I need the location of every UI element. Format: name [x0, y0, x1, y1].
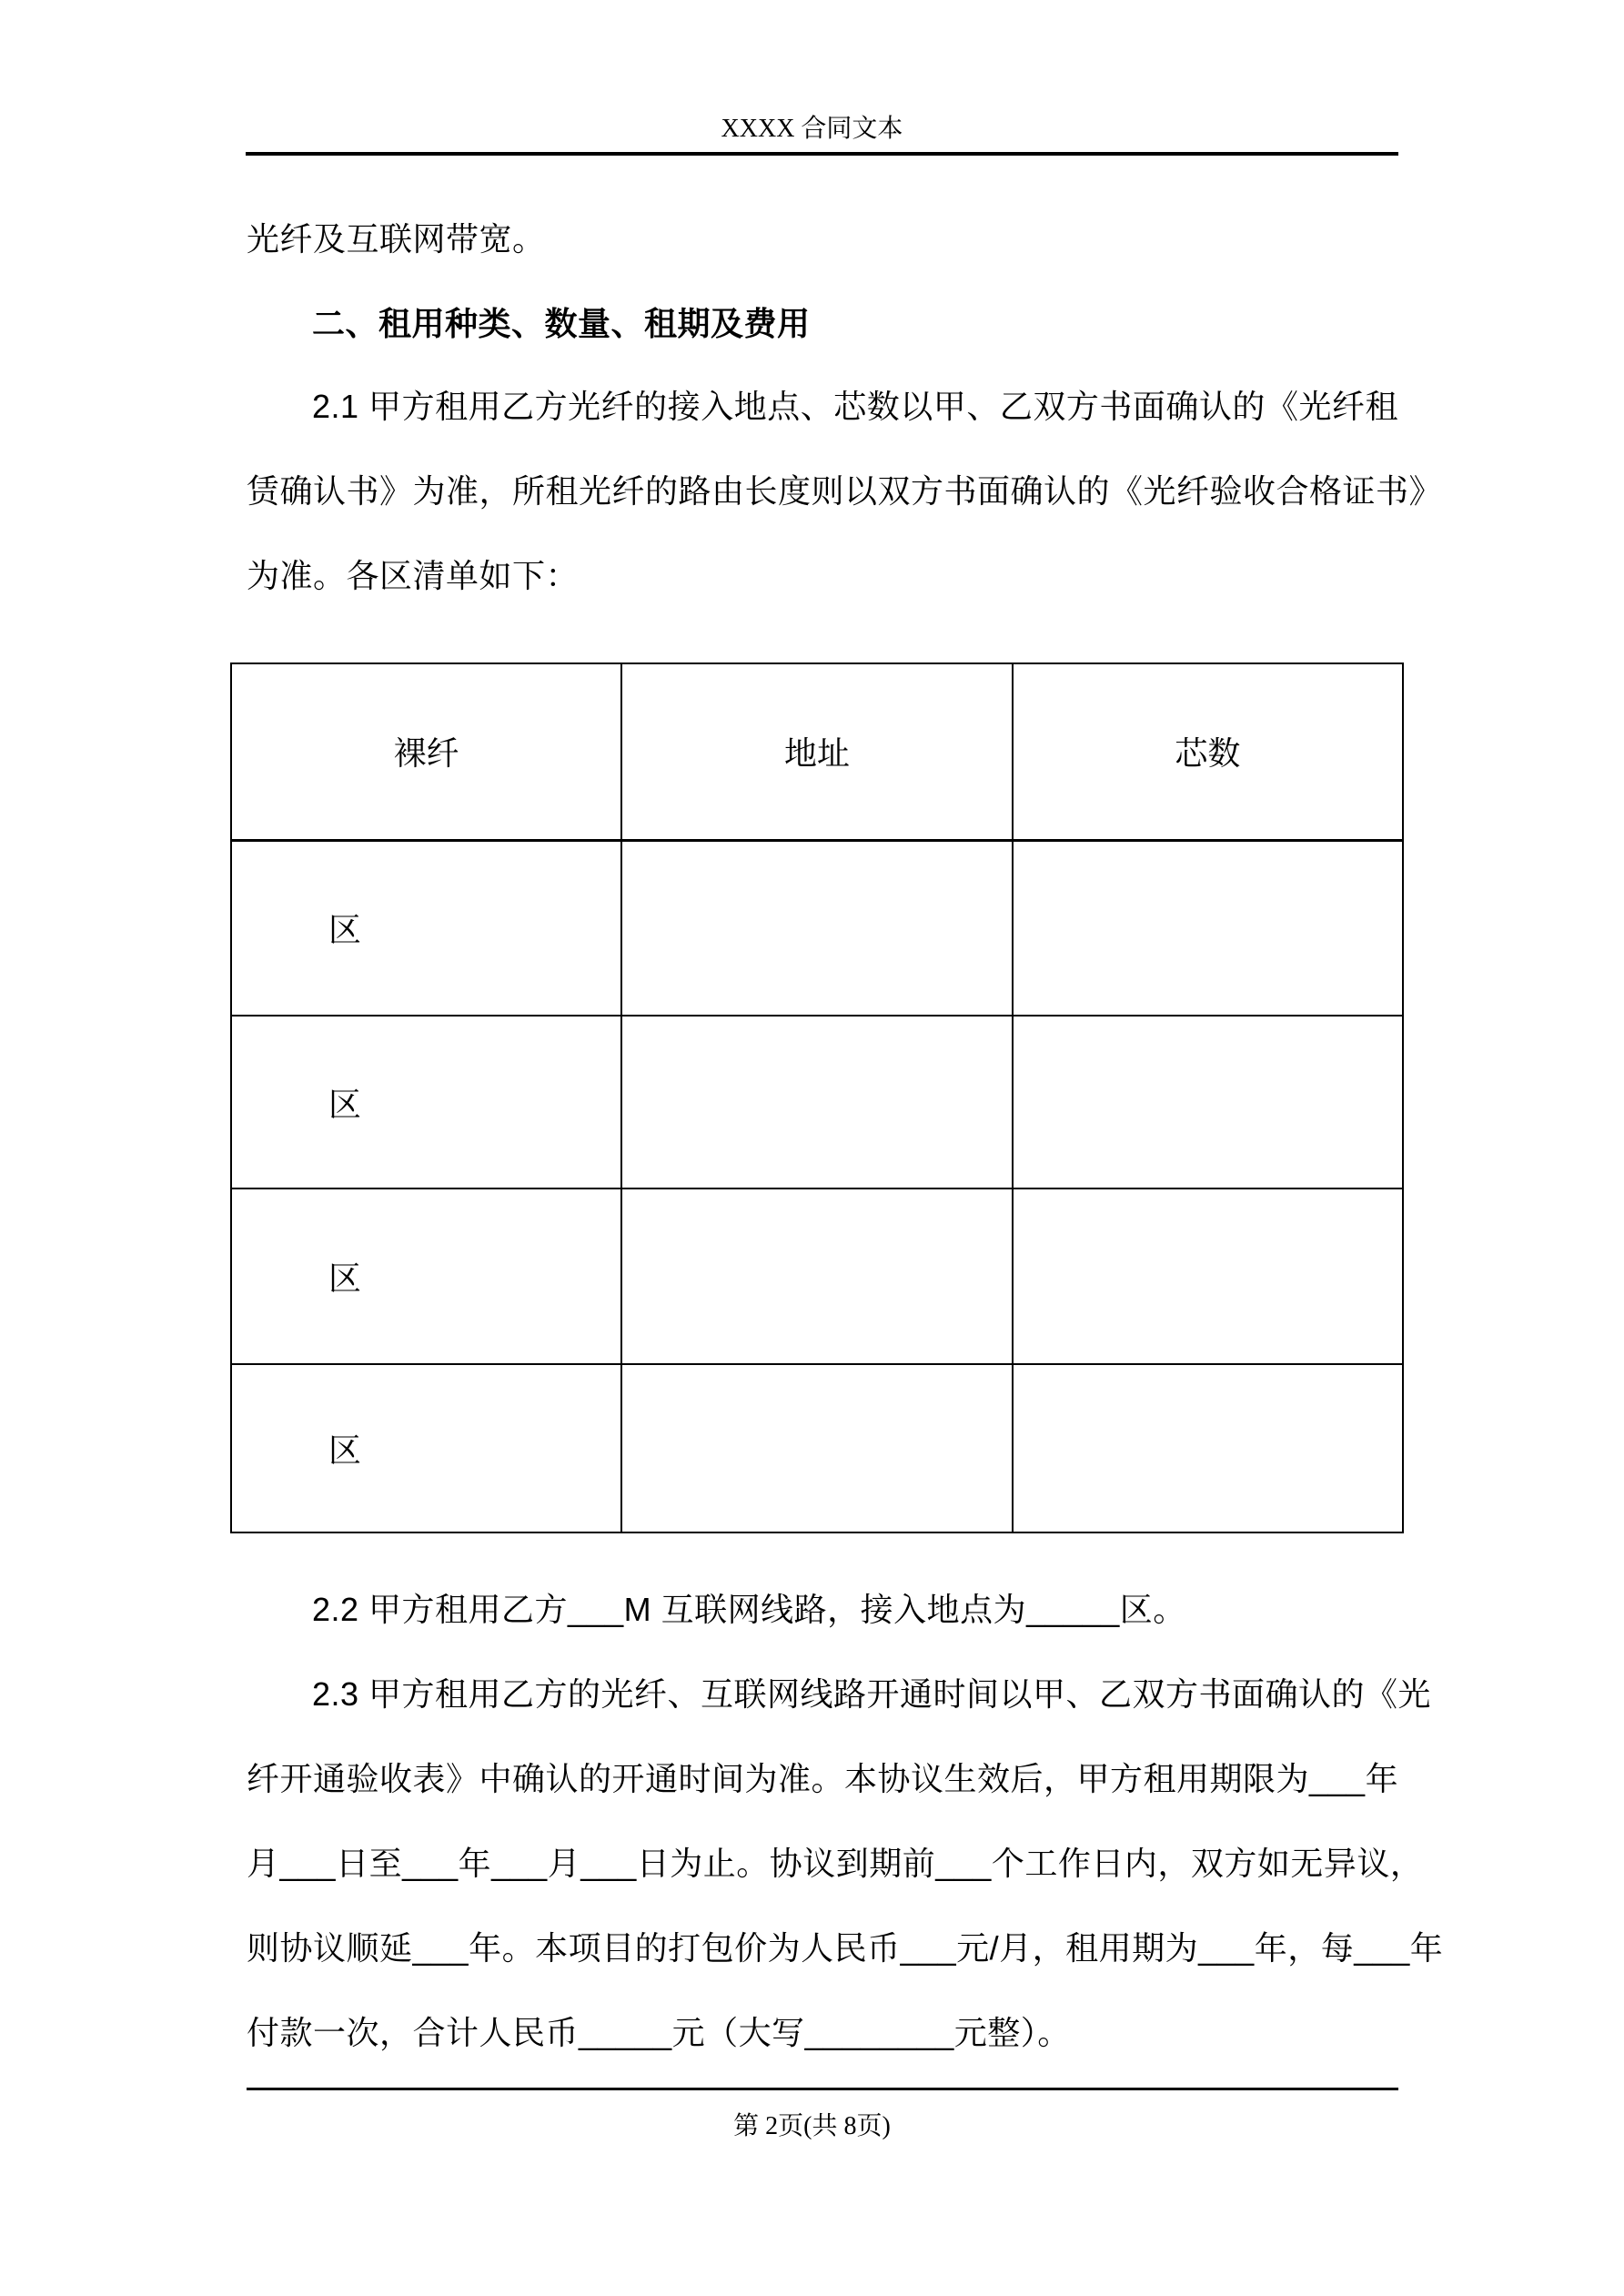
clause-2-1-line-2: 赁确认书》为准，所租光纤的路由长度则以双方书面确认的《光纤验收合格证书》 — [247, 472, 1443, 510]
table-header-bare-fiber: 裸纤 — [231, 663, 621, 840]
footer-rule — [247, 2088, 1398, 2090]
zone-cell: 区 — [231, 1188, 621, 1364]
clause-2-1-line-3: 为准。各区清单如下： — [247, 557, 580, 594]
clause-2-3-line-5: 付款一次，合计人民币_____元（大写________元整）。 — [247, 2014, 1071, 2051]
zone-cell: 区 — [231, 1364, 621, 1532]
clause-2-2-line: 2.2 甲方租用乙方___M 互联网线路，接入地点为_____区。 — [312, 1591, 1186, 1628]
zone-cell: 区 — [231, 1016, 621, 1188]
core-count-cell — [1013, 840, 1403, 1016]
clause-2-3-line-2: 纤开通验收表》中确认的开通时间为准。本协议生效后，甲方租用期限为___年 — [247, 1760, 1399, 1797]
page-number: 第 2页(共 8页) — [733, 2112, 891, 2140]
table-header-row — [231, 663, 1403, 840]
core-count-cell — [1013, 1016, 1403, 1188]
table-row — [231, 1364, 1403, 1532]
table-row — [231, 840, 1403, 1016]
address-cell — [621, 840, 1012, 1016]
address-cell — [621, 1188, 1012, 1364]
paragraph-intro: 光纤及互联网带宽。 — [247, 220, 546, 258]
table-row — [231, 1188, 1403, 1364]
table-header-address: 地址 — [621, 663, 1012, 840]
table-header-core-count: 芯数 — [1013, 663, 1403, 840]
clause-2-1-line-1: 2.1 甲方租用乙方光纤的接入地点、芯数以甲、乙双方书面确认的《光纤租 — [312, 388, 1398, 425]
clause-2-3-line-4: 则协议顺延___年。本项目的打包价为人民币___元/月，租用期为___年，每___年 — [247, 1929, 1444, 1967]
header-rule — [246, 152, 1398, 156]
core-count-cell — [1013, 1188, 1403, 1364]
clause-2-3-line-1: 2.3 甲方租用乙方的光纤、互联网线路开通时间以甲、乙双方书面确认的《光 — [312, 1675, 1432, 1713]
core-count-cell — [1013, 1364, 1403, 1532]
fiber-list-table — [230, 663, 1404, 1533]
page-header-title: XXXX 合同文本 — [721, 115, 903, 143]
clause-2-3-line-3: 月___日至___年___月___日为止。协议到期前___个工作日内，双方如无异议， — [247, 1845, 1424, 1882]
table-row — [231, 1016, 1403, 1188]
address-cell — [621, 1016, 1012, 1188]
section-heading: 二、租用种类、数量、租期及费用 — [312, 305, 811, 342]
zone-cell: 区 — [231, 840, 621, 1016]
address-cell — [621, 1364, 1012, 1532]
